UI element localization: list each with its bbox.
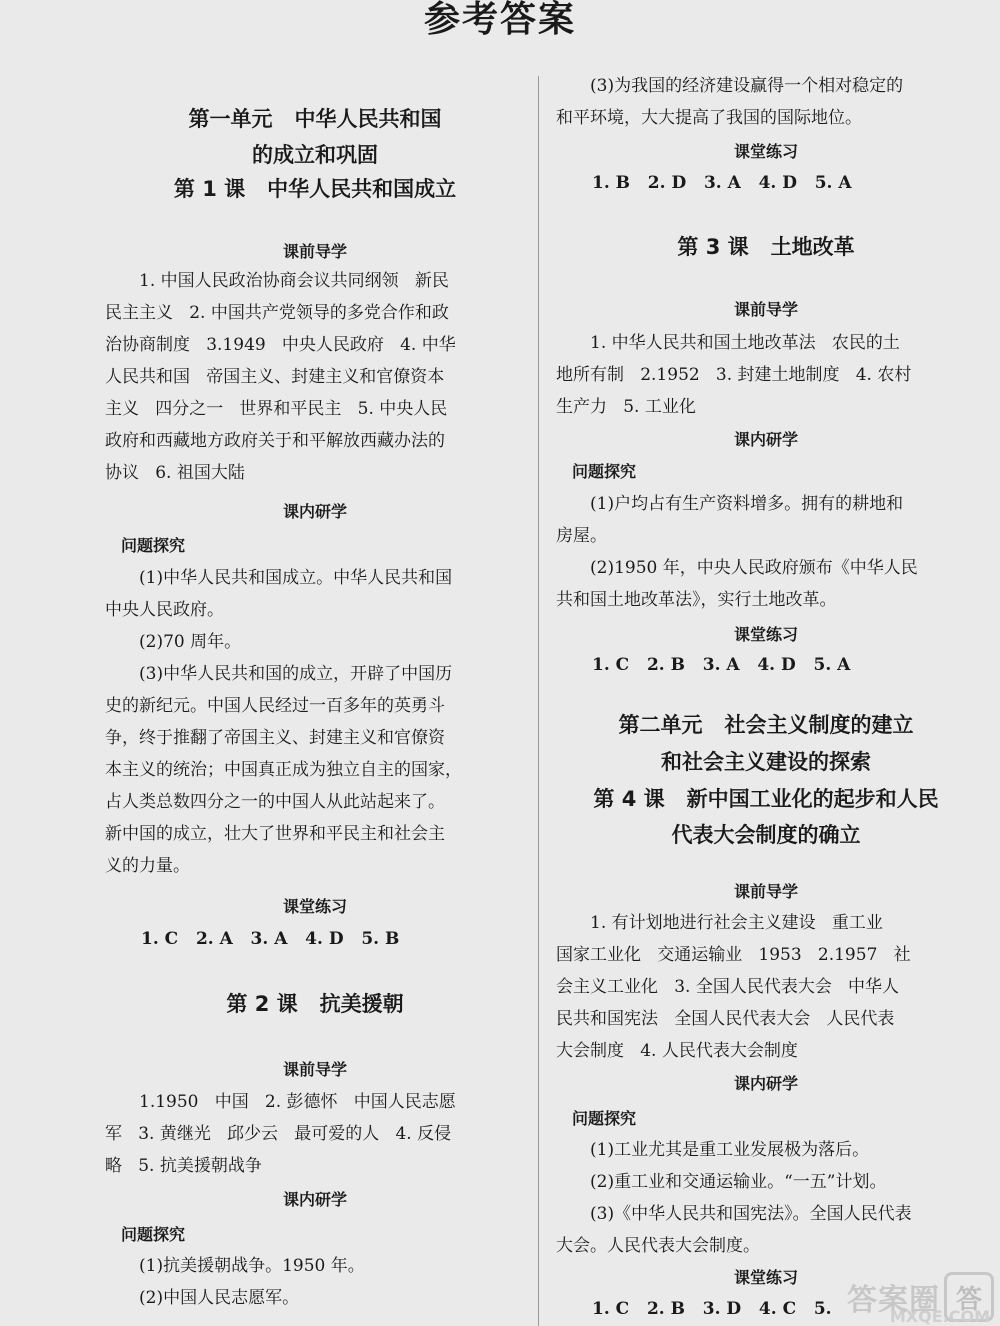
text-line: (1)户均占有生产资料增多。拥有的耕地和 — [590, 494, 904, 514]
lesson1-explore-body — [105, 562, 525, 882]
text-line: 1. 中华人民共和国土地改革法 农民的土 — [590, 333, 900, 353]
text-line: (2)中国人民志愿军。 — [139, 1288, 300, 1308]
unit1-title-line1: 第一单元 中华人民共和国 — [188, 107, 442, 131]
text-line: (1)工业尤其是重工业发展极为落后。 — [590, 1140, 870, 1160]
text-line: 本主义的统治；中国真正成为独立自主的国家， — [105, 760, 462, 780]
text-line: 军 3. 黄继光 邱少云 最可爱的人 4. 反侵 — [105, 1124, 452, 1144]
lesson2-practice-heading: 课堂练习 — [733, 142, 798, 161]
unit1-title-line2: 的成立和巩固 — [252, 143, 378, 167]
text-line: (2)重工业和交通运输业。“一五”计划。 — [590, 1172, 887, 1192]
text-line: 略 5. 抗美援朝战争 — [105, 1156, 262, 1176]
lesson4-pre-study-heading: 课前导学 — [733, 882, 798, 901]
watermark-answer-icon: 答 — [944, 1272, 994, 1322]
text-line: (3)中华人民共和国的成立，开辟了中国历 — [139, 664, 453, 684]
text-line: 义的力量。 — [105, 856, 190, 876]
text-line: (2)1950 年，中央人民政府颁布《中华人民 — [590, 558, 918, 578]
text-line: 大会制度 4. 人民代表大会制度 — [556, 1041, 798, 1061]
lesson2-pre-study-heading: 课前导学 — [282, 1060, 347, 1079]
lesson4-title-line1: 第 4 课 新中国工业化的起步和人民 — [593, 787, 939, 811]
lesson2-in-class-heading: 课内研学 — [282, 1190, 347, 1209]
lesson3-practice-heading: 课堂练习 — [733, 625, 798, 644]
lesson2-explore-body — [105, 1250, 525, 1314]
text-line: 会主义工业化 3. 全国人民代表大会 中华人 — [556, 977, 900, 997]
text-line: 争，终于推翻了帝国主义、封建主义和官僚资 — [105, 728, 445, 748]
text-line: 协议 6. 祖国大陆 — [105, 463, 245, 483]
text-line: (1)中华人民共和国成立。中华人民共和国 — [139, 568, 453, 588]
text-line: 1.1950 中国 2. 彭德怀 中国人民志愿 — [139, 1092, 456, 1112]
text-line: 人民共和国 帝国主义、封建主义和官僚资本 — [105, 367, 445, 387]
text-line: 和平环境，大大提高了我国的国际地位。 — [556, 108, 862, 128]
unit2-title-line2: 和社会主义建设的探索 — [661, 750, 871, 774]
text-line: 占人类总数四分之一的中国人从此站起来了。 — [105, 792, 445, 812]
text-line: 中央人民政府。 — [105, 600, 224, 620]
lesson1-title: 第 1 课 中华人民共和国成立 — [173, 177, 457, 201]
lesson1-pre-study-heading: 课前导学 — [282, 242, 347, 261]
text-line: 史的新纪元。中国人民经过一百多年的英勇斗 — [105, 696, 445, 716]
lesson2-explore-continued — [556, 70, 976, 134]
text-line: 政府和西藏地方政府关于和平解放西藏办法的 — [105, 431, 445, 451]
lesson3-practice-answers: 1. C 2. B 3. A 4. D 5. A — [592, 655, 851, 675]
lesson1-in-class-heading: 课内研学 — [282, 502, 347, 521]
text-line: 1. 中国人民政治协商会议共同纲领 新民 — [139, 271, 449, 291]
text-line: (3)《中华人民共和国宪法》。全国人民代表 — [590, 1204, 912, 1224]
lesson4-title-line2: 代表大会制度的确立 — [671, 823, 861, 847]
lesson2-pre-study-body — [105, 1086, 525, 1182]
lesson4-practice-answers: 1. C 2. B 3. D 4. C 5. — [592, 1299, 832, 1319]
lesson1-practice-answers: 1. C 2. A 3. A 4. D 5. B — [141, 929, 400, 949]
lesson2-practice-answers: 1. B 2. D 3. A 4. D 5. A — [592, 173, 852, 193]
watermark-url: MXQE.COM — [889, 1307, 990, 1326]
lesson2-explore-heading: 问题探究 — [121, 1225, 186, 1244]
lesson4-in-class-heading: 课内研学 — [733, 1074, 798, 1093]
lesson4-pre-study-body — [556, 907, 976, 1067]
lesson3-explore-body — [556, 488, 976, 616]
text-line: (1)抗美援朝战争。1950 年。 — [139, 1256, 365, 1276]
text-line: 生产力 5. 工业化 — [556, 397, 696, 417]
text-line: 国家工业化 交通运输业 1953 2.1957 社 — [556, 945, 911, 965]
lesson4-explore-heading: 问题探究 — [572, 1109, 637, 1128]
lesson2-title: 第 2 课 抗美援朝 — [226, 992, 404, 1016]
unit2-title-line1: 第二单元 社会主义制度的建立 — [618, 713, 914, 737]
text-line: 房屋。 — [556, 526, 607, 546]
lesson3-in-class-heading: 课内研学 — [733, 430, 798, 449]
text-line: (2)70 周年。 — [139, 632, 242, 652]
text-line: 大会。人民代表大会制度。 — [556, 1236, 760, 1256]
text-line: 新中国的成立，壮大了世界和平民主和社会主 — [105, 824, 445, 844]
text-line: 民主主义 2. 中国共产党领导的多党合作和政 — [105, 303, 449, 323]
lesson3-explore-heading: 问题探究 — [572, 462, 637, 481]
lesson3-pre-study-body — [556, 327, 976, 423]
lesson4-explore-body — [556, 1134, 976, 1262]
lesson4-practice-heading: 课堂练习 — [733, 1268, 798, 1287]
watermark-text: 答案圈 — [847, 1283, 940, 1318]
text-line: 治协商制度 3.1949 中央人民政府 4. 中华 — [105, 335, 456, 355]
column-divider — [538, 76, 539, 1326]
lesson3-title: 第 3 课 土地改革 — [677, 235, 855, 259]
lesson3-pre-study-heading: 课前导学 — [733, 300, 798, 319]
text-line: 共和国土地改革法》，实行土地改革。 — [556, 590, 837, 610]
page-title: 参考答案 — [423, 0, 576, 40]
text-line: 地所有制 2.1952 3. 封建土地制度 4. 农村 — [556, 365, 912, 385]
lesson1-pre-study-body — [105, 265, 525, 489]
text-line: 民共和国宪法 全国人民代表大会 人民代表 — [556, 1009, 895, 1029]
text-line: 主义 四分之一 世界和平民主 5. 中央人民 — [105, 399, 448, 419]
lesson1-practice-heading: 课堂练习 — [282, 897, 347, 916]
text-line: 1. 有计划地进行社会主义建设 重工业 — [590, 913, 883, 933]
text-line: (3)为我国的经济建设赢得一个相对稳定的 — [590, 76, 904, 96]
lesson1-explore-heading: 问题探究 — [121, 536, 186, 555]
